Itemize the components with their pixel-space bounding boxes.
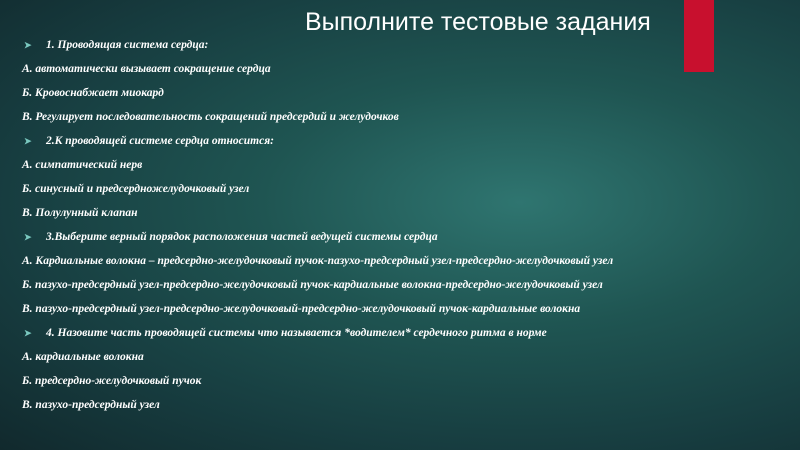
answer-3c: В. пазухо-предсердный узел-предсердно-желудочковый-предсердно-желудочковый пучок-кардиальные волокна: [22, 303, 581, 315]
answer-4b: Б. предсердно-желудочковый пучок: [22, 375, 202, 387]
answer-3b: Б. пазухо-предсердный узел-предсердно-желудочковый пучок-кардиальные волокна-предсердно-желудочковый узел: [22, 279, 603, 291]
question-3: [22, 229, 782, 245]
question-3-text: 3.Выберите верный порядок расположения частей ведущей системы сердца: [46, 231, 438, 243]
slide-title: Выполните тестовые задания: [305, 8, 651, 36]
question-2-text: 2.К проводящей системе сердца относится:: [46, 135, 274, 147]
question-4-text: 4. Назовите часть проводящей системы что называется *водителем* сердечного ритма в норме: [46, 327, 547, 339]
bullet-icon: ➤: [24, 328, 32, 338]
answer-1b: Б. Кровоснабжает миокард: [22, 87, 164, 99]
question-1: [22, 37, 782, 53]
answer-1a: А. автоматически вызывает сокращение сердца: [22, 63, 271, 75]
answer-4c: В. пазухо-предсердный узел: [22, 399, 160, 411]
answer-1c: В. Регулирует последовательность сокращений предсердий и желудочков: [22, 111, 399, 123]
bullet-icon: ➤: [24, 136, 32, 146]
bullet-icon: ➤: [24, 232, 32, 242]
question-4: [22, 325, 782, 341]
answer-4a: А. кардиальные волокна: [22, 351, 144, 363]
question-2: [22, 133, 782, 149]
bullet-icon: ➤: [24, 40, 32, 50]
answer-3a: А. Кардиальные волокна – предсердно-желудочковый пучок-пазухо-предсердный узел-предсердно-желудочковый узел: [22, 255, 614, 267]
question-1-text: 1. Проводящая система сердца:: [46, 39, 209, 51]
slide-content: [22, 37, 782, 413]
answer-2a: А. симпатический нерв: [22, 159, 143, 171]
answer-2b: Б. синусный и предсердножелудочковый узел: [22, 183, 250, 195]
answer-2c: В. Полулунный клапан: [22, 207, 138, 219]
